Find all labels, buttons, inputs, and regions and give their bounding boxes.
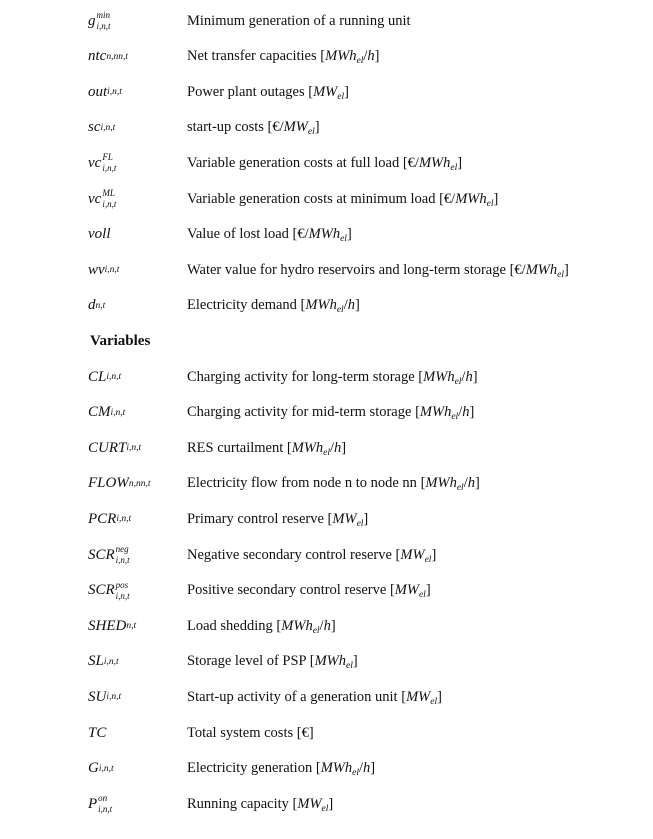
unit: [MWh$_{el}$/h] <box>300 297 360 316</box>
symbol-base: d <box>88 297 96 314</box>
symbol-base: g <box>88 12 96 29</box>
description-text: Charging activity for mid-term storage <box>187 404 416 421</box>
unit: [€/MWh$_{el}$] <box>439 190 499 209</box>
description-text: Water value for hydro reservoirs and long-term storage <box>187 261 510 278</box>
params-row <box>0 291 653 321</box>
params-row <box>0 42 653 72</box>
symbol-superscript: neg <box>115 544 129 554</box>
variables-row <box>0 754 653 784</box>
description <box>187 789 333 819</box>
unit: [MWh$_{el}$/h] <box>286 439 347 458</box>
symbol-base: sc <box>88 119 101 136</box>
unit: [MWh$_{el}$/h] <box>315 760 376 779</box>
params-row <box>0 220 653 250</box>
symbol-subscript: i,n,t <box>98 804 113 815</box>
description <box>187 220 352 250</box>
symbol-base: TC <box>88 724 107 741</box>
unit: [MWh$_{el}$/h] <box>320 48 380 67</box>
symbol <box>88 540 130 570</box>
description-text: Value of lost load <box>187 226 293 243</box>
description-text: Variable generation costs at minimum load <box>187 190 440 207</box>
description-text: Total system costs <box>187 724 297 741</box>
symbol-superscript: min <box>96 10 110 20</box>
symbol-subscript: i,n,t <box>102 199 117 209</box>
unit: $[€/MW_{el}]$ <box>267 119 320 138</box>
description <box>187 469 480 499</box>
symbol: SHED n,t <box>88 617 137 634</box>
symbol-base: SCR <box>88 582 115 599</box>
symbol <box>88 220 111 250</box>
symbol: wv i,n,t <box>88 261 120 278</box>
symbol <box>88 718 106 748</box>
params-row <box>0 6 653 36</box>
variables-row <box>0 504 653 534</box>
symbol: FLOW n,nn,t <box>88 475 151 492</box>
variables-row <box>0 433 653 463</box>
variables-row <box>0 682 653 712</box>
symbol <box>88 148 116 178</box>
unit: [MWh$_{el}$/h] <box>276 617 336 636</box>
description <box>187 647 358 677</box>
description <box>187 754 375 784</box>
description <box>187 504 368 534</box>
unit: [MWh$_{el}$/h] <box>420 475 480 494</box>
symbol-base: vc <box>88 190 102 207</box>
description <box>187 576 431 606</box>
symbol-base: CM <box>88 404 111 421</box>
description <box>187 433 346 463</box>
description-text: Primary control reserve <box>187 510 328 527</box>
params-row <box>0 184 653 214</box>
description <box>187 6 411 36</box>
description-text: Variable generation costs at full load <box>187 154 403 171</box>
unit: $[MW_{el}]$ <box>327 510 369 529</box>
unit: [€/MWh$_{el}$] <box>292 226 352 245</box>
description-text: Negative secondary control reserve <box>187 546 396 563</box>
unit: [MWh$_{el}$/h] <box>418 368 478 387</box>
description <box>187 42 380 72</box>
description-text: Running capacity <box>187 795 293 812</box>
symbol-superscript: on <box>98 793 108 804</box>
variables-row <box>0 647 653 677</box>
description <box>187 113 320 143</box>
symbol: CURT i,n,t <box>88 439 142 456</box>
description-text: start-up costs <box>187 119 268 136</box>
symbol: ntc n,nn,t <box>88 48 128 65</box>
variables-row <box>0 718 653 748</box>
params-row <box>0 113 653 143</box>
symbol-superscript: FL <box>102 152 113 163</box>
symbol: CL i,n,t <box>88 368 122 385</box>
symbol-base: out <box>88 83 108 100</box>
variables-row <box>0 611 653 641</box>
unit: [MWh$_{el}$] <box>309 653 358 672</box>
description-text: Storage level of PSP <box>187 653 310 670</box>
symbol-subscript: i,n,t <box>96 21 111 31</box>
symbol <box>88 576 130 606</box>
description <box>187 611 336 641</box>
symbol: CM i,n,t <box>88 404 126 421</box>
symbol-subscript: i,n,t <box>115 555 130 565</box>
symbol-base: CL <box>88 368 107 385</box>
unit: [€/MWh$_{el}$] <box>509 261 569 280</box>
symbol <box>88 6 111 36</box>
description-text: Net transfer capacities <box>187 48 321 65</box>
description-text: Electricity generation <box>187 760 316 777</box>
description-text: Start-up activity of a generation unit <box>187 688 402 705</box>
symbol-base: vc <box>88 154 102 171</box>
description <box>187 398 474 428</box>
variables-row <box>0 789 653 819</box>
unit: $[MW_{el}]$ <box>292 795 334 814</box>
variables-row <box>0 398 653 428</box>
symbol-base: G <box>88 760 99 777</box>
description <box>187 184 498 214</box>
symbol-base: SU <box>88 688 107 705</box>
description-text: Minimum generation of a running unit <box>187 12 411 29</box>
variables-row <box>0 576 653 606</box>
unit: $[MW_{el}]$ <box>389 582 431 601</box>
symbol: G i,n,t <box>88 760 114 777</box>
unit: [€/MWh$_{el}$] <box>402 154 463 173</box>
symbol-subscript: i,n,t <box>102 163 117 174</box>
symbol-base: FLOW <box>88 475 129 492</box>
params-row <box>0 77 653 107</box>
description-text: Electricity demand <box>187 297 301 314</box>
description <box>187 291 360 321</box>
description-text: RES curtailment <box>187 439 287 456</box>
unit: $[MW_{el}]$ <box>401 688 442 707</box>
params-row <box>0 255 653 285</box>
unit: [€] <box>296 724 314 741</box>
description <box>187 718 314 748</box>
description <box>187 540 436 570</box>
symbol-base: voll <box>88 226 111 243</box>
symbol: PCR i,n,t <box>88 510 132 527</box>
description <box>187 682 442 712</box>
variables-row <box>0 362 653 392</box>
symbol-superscript: pos <box>115 579 129 590</box>
description-text: Positive secondary control reserve <box>187 582 390 599</box>
symbol-base: SL <box>88 653 104 670</box>
symbol-base: CURT <box>88 439 127 456</box>
variables-row <box>0 469 653 499</box>
symbol-base: SHED <box>88 617 127 634</box>
description <box>187 255 569 285</box>
description <box>187 77 349 107</box>
description-text: Power plant outages <box>187 83 309 100</box>
symbol-base: PCR <box>88 510 117 527</box>
symbol: SL i,n,t <box>88 653 119 670</box>
description <box>187 362 478 392</box>
symbol-base: SCR <box>88 546 115 563</box>
description-text: Charging activity for long-term storage <box>187 368 419 385</box>
symbol-base: wv <box>88 261 105 278</box>
description-text: Load shedding <box>187 617 277 634</box>
symbol: sc i,n,t <box>88 119 116 136</box>
unit: [MWh$_{el}$/h] <box>415 404 475 423</box>
symbol-base: ntc <box>88 48 107 65</box>
description <box>187 148 462 178</box>
symbol: out i,n,t <box>88 83 122 100</box>
unit: $[MW_{el}]$ <box>308 83 349 102</box>
symbol: d n,t <box>88 297 106 314</box>
symbol-subscript: i,n,t <box>115 590 130 601</box>
symbol-base: P <box>88 795 98 812</box>
section-heading-variables: Variables <box>90 332 151 349</box>
symbol <box>88 789 112 819</box>
symbol: SU i,n,t <box>88 688 122 705</box>
params-row <box>0 148 653 178</box>
unit: $[MW_{el}]$ <box>395 546 437 565</box>
description-text: Electricity flow from node n to node nn <box>187 475 421 492</box>
symbol-superscript: ML <box>102 188 115 198</box>
symbol <box>88 184 116 214</box>
variables-row <box>0 540 653 570</box>
